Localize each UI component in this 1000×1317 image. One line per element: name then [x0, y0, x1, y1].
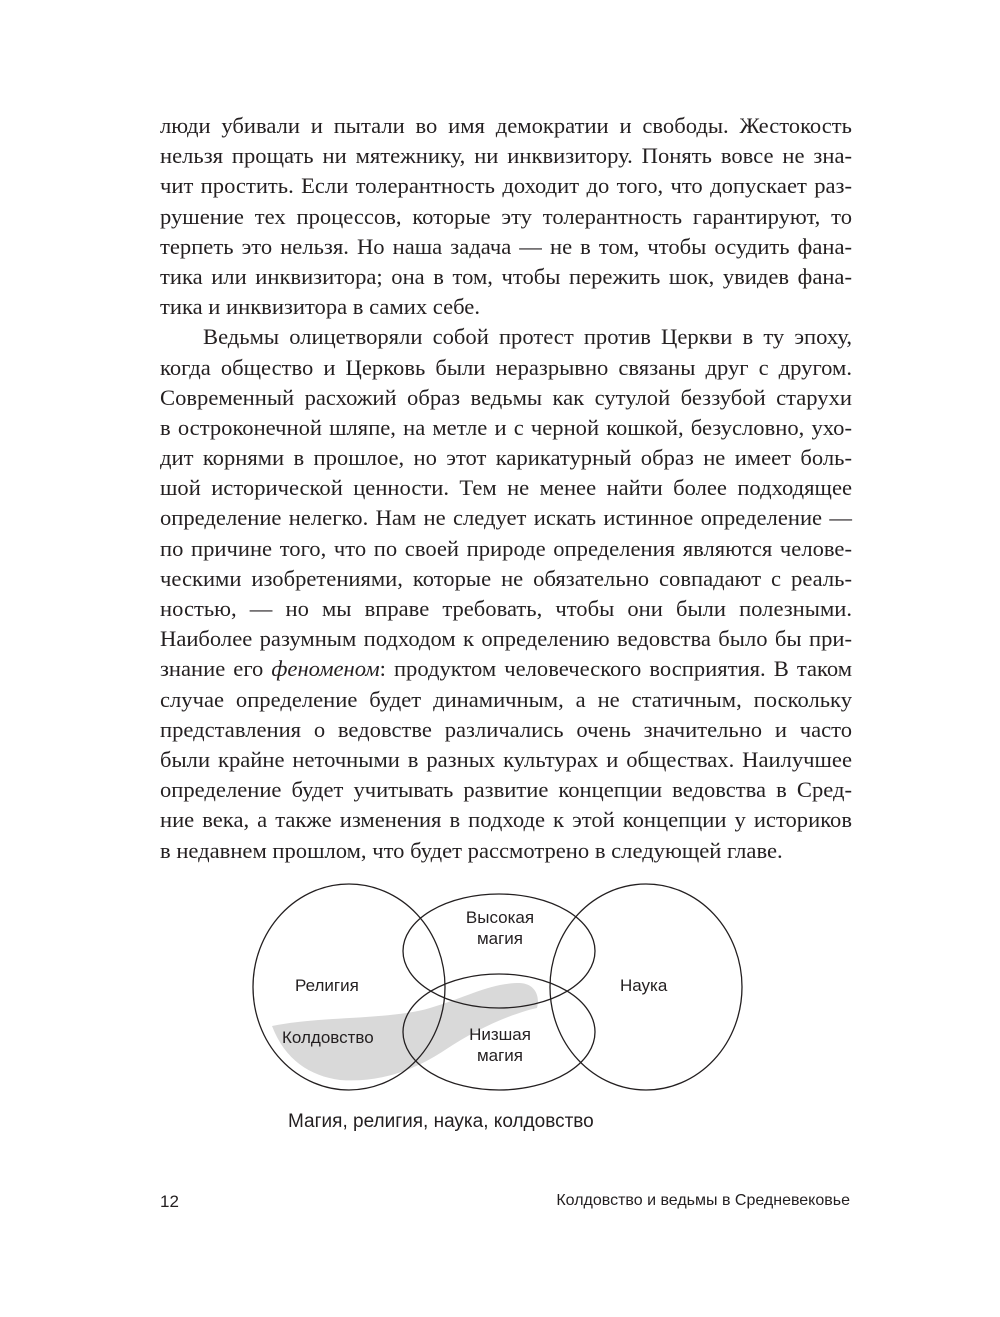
body-text: [160, 111, 852, 866]
figure-caption: Магия, религия, наука, колдовство: [288, 1111, 594, 1132]
text-line: шой исторической ценности. Тем не менее найти более подходящее: [160, 475, 852, 501]
text-line: Современный расхожий образ ведьмы как сутулой беззубой старухи: [160, 384, 852, 410]
text-line: были крайне неточными в разных культурах и обществах. Наилучшее: [160, 746, 852, 772]
label-science: Наука: [620, 976, 668, 995]
text-line: рушение тех процессов, которые эту толерантность гарантируют, то: [160, 203, 852, 229]
text-line: чит простить. Если толерантность доходит до того, что допускает раз-: [160, 173, 852, 199]
text-line: по причине того, что по своей природе определения являются челове-: [160, 535, 852, 561]
text-line: дит корнями в прошлое, но этот карикатурный образ не имеет боль-: [160, 445, 852, 471]
label-low-magic: [460, 1024, 540, 1066]
text-line: определение будет учитывать развитие концепции ведовства в Сред-: [160, 777, 852, 803]
text-segment: знание его: [160, 656, 272, 682]
label-low-magic-line1: Низшая: [469, 1025, 531, 1044]
text-line: ние века, а также изменения в подходе к этой концепции у историков: [160, 807, 852, 833]
label-religion: Религия: [295, 976, 359, 995]
label-high-magic-line2: магия: [476, 929, 524, 948]
text-line: тика и инквизитора в самих себе.: [160, 294, 480, 320]
text-line: когда общество и Церковь были неразрывно связаны друг с другом.: [160, 354, 852, 380]
venn-diagram: [240, 880, 780, 1110]
text-line-with-italic: [160, 654, 852, 684]
text-line: представления о ведовстве различались очень значительно и часто: [160, 716, 852, 742]
text-line: в недавнем прошлом, что будет рассмотрено в следующей главе.: [160, 837, 783, 863]
italic-term: феноменом: [271, 656, 380, 682]
text-segment: : продуктом человеческого восприятия. В таком: [379, 656, 852, 682]
text-line: ностью, — но мы вправе требовать, чтобы они были полезными.: [160, 596, 852, 621]
label-high-magic: [460, 907, 540, 949]
label-witchcraft: Колдовство: [282, 1028, 374, 1047]
running-title: Колдовство и ведьмы в Средневековье: [556, 1192, 850, 1209]
text-line: случае определение будет динамичным, а не статичным, поскольку: [160, 686, 852, 712]
paragraph-first-line: Ведьмы олицетворяли собой протест против Церкви в ту эпоху,: [203, 324, 852, 350]
text-line: тика или инквизитора; она в том, чтобы пережить шок, увидев фана-: [160, 263, 852, 289]
label-high-magic-line1: Высокая: [465, 908, 535, 927]
text-line: в остроконечной шляпе, на метле и с черной кошкой, безусловно, ухо-: [160, 414, 852, 440]
text-line: ческими изобретениями, которые не обязательно совпадают с реаль-: [160, 565, 852, 591]
text-line: определение нелегко. Нам не следует искать истинное определение —: [160, 505, 852, 531]
label-low-magic-line2: магия: [476, 1046, 524, 1065]
text-line: терпеть это нельзя. Но наша задача — не в том, чтобы осудить фана-: [160, 233, 852, 259]
page-number: 12: [160, 1192, 179, 1211]
text-line: люди убивали и пытали во имя демократии и свободы. Жестокость: [160, 113, 852, 138]
text-line: Наиболее разумным подходом к определению ведовства было бы при-: [160, 626, 852, 652]
text-line: нельзя прощать ни мятежнику, ни инквизитору. Понять вовсе не зна-: [160, 143, 852, 169]
